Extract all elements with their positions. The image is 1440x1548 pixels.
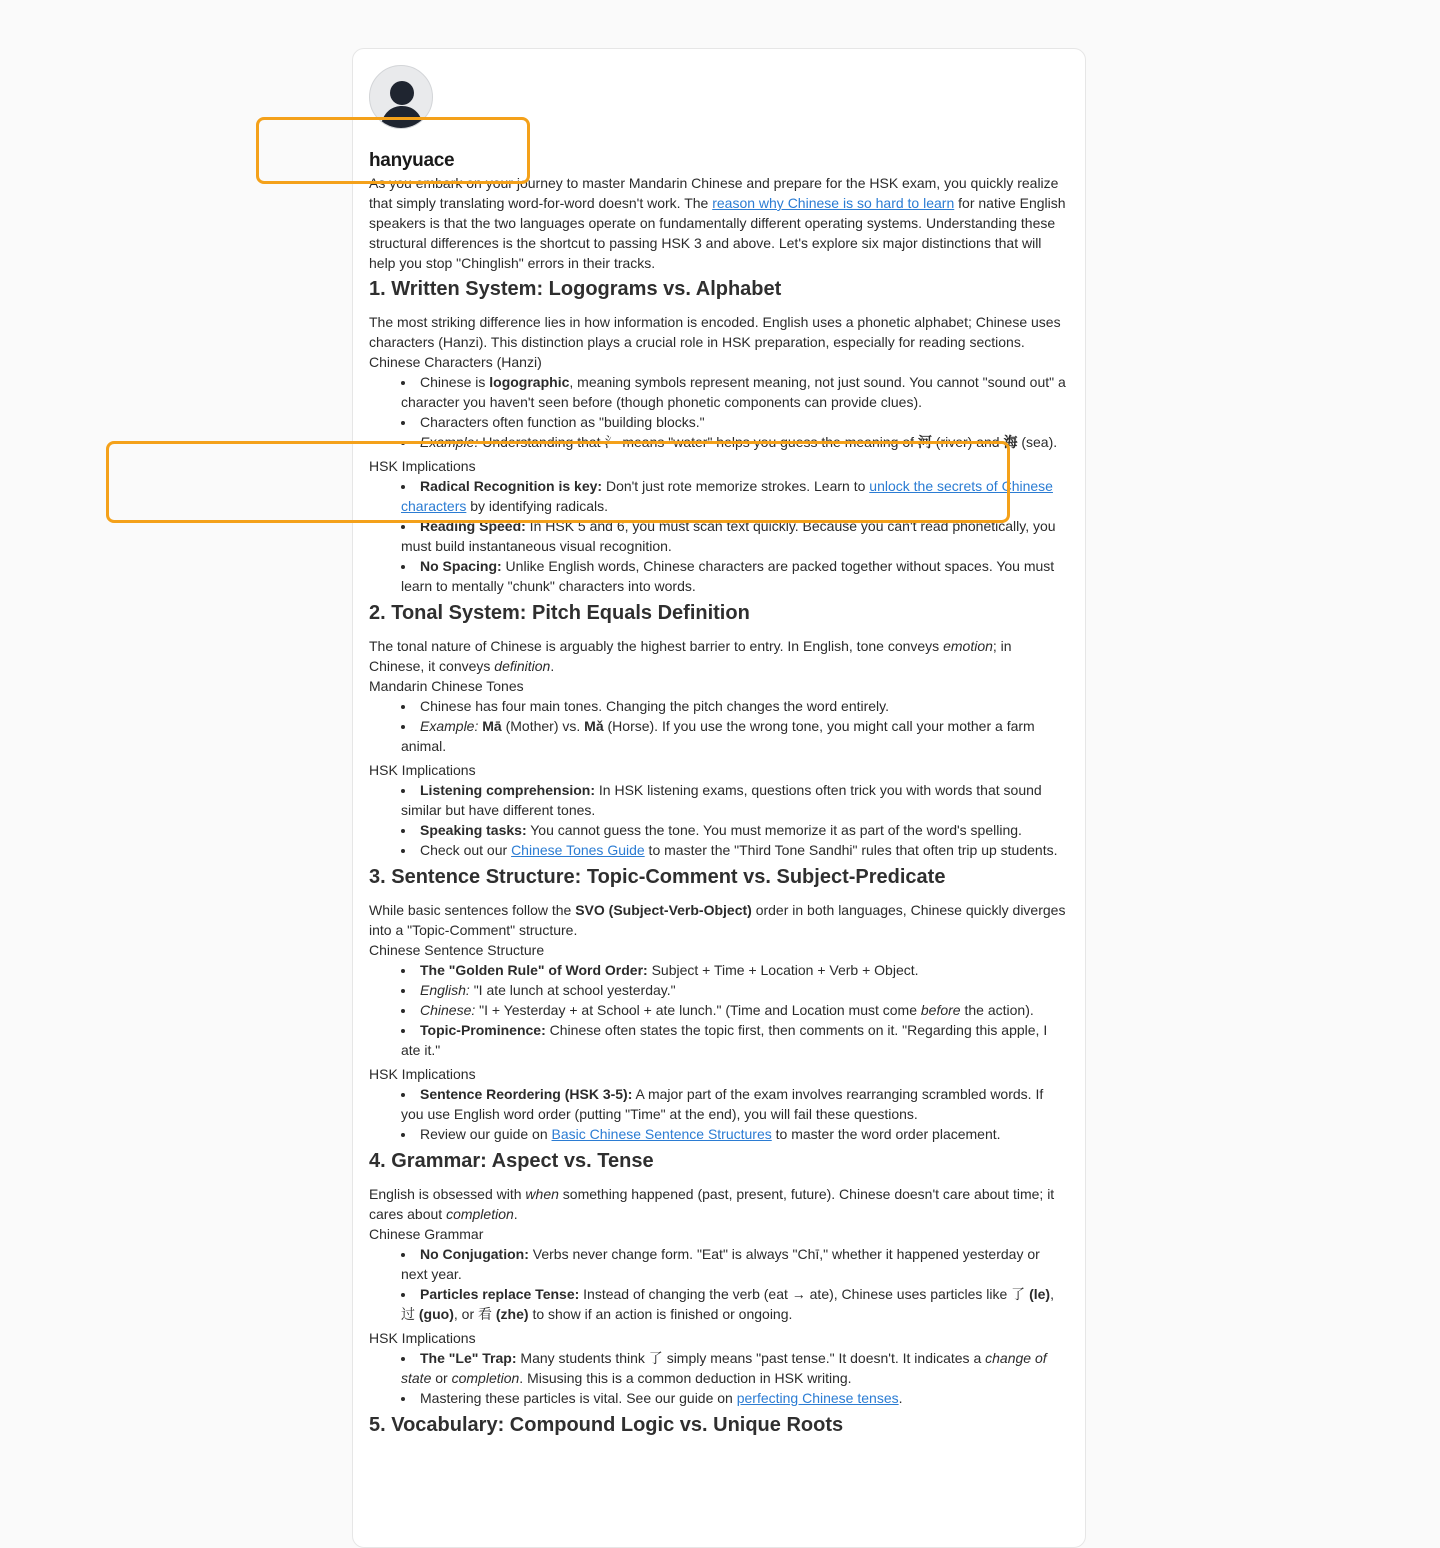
list-item: • Chinese is logographic, meaning symbols represent meaning, not just sound. You cannot "sound out" a character you haven't seen before (though phonetic components can provide clues).: [381, 372, 1069, 412]
section-4-subhead-1: Chinese Grammar: [369, 1226, 484, 1242]
list-item: • Example: Understanding that 氵 means "water" helps you guess the meaning of 河 (river) and 海 (sea).: [381, 432, 1069, 452]
username[interactable]: hanyuace: [369, 150, 455, 171]
section-3-title: 3. Sentence Structure: Topic-Comment vs. Subject-Predicate: [369, 866, 946, 888]
section-3-subhead-2: HSK Implications: [369, 1066, 476, 1082]
list-item: • Chinese: "I + Yesterday + at School + ate lunch." (Time and Location must come before the action).: [381, 1000, 1069, 1020]
link-tones-guide[interactable]: Chinese Tones Guide: [511, 842, 645, 858]
list-item: • Characters often function as "building blocks.": [381, 412, 1069, 432]
avatar[interactable]: [369, 65, 433, 129]
section-1-subhead-1: Chinese Characters (Hanzi): [369, 354, 542, 370]
section-1-subhead-2: HSK Implications: [369, 458, 476, 474]
list-item: • Review our guide on Basic Chinese Sentence Structures to master the word order placement.: [381, 1124, 1069, 1144]
list-item: • English: "I ate lunch at school yesterday.": [381, 980, 1069, 1000]
list-item: • No Spacing: Unlike English words, Chinese characters are packed together without spaces. You must learn to mentally "chunk" characters into words.: [381, 556, 1069, 596]
link-unlock-secrets[interactable]: unlock the secrets of Chinese characters: [401, 478, 1053, 514]
section-1-list-1: [369, 372, 1069, 452]
section-4-list-1: [369, 1244, 1069, 1324]
post-card: [352, 48, 1086, 1548]
section-4-paragraph: English is obsessed with when something happened (past, present, future). Chinese doesn't care about time; it cares about completion.: [369, 1186, 1055, 1222]
link-why-chinese-hard[interactable]: reason why Chinese is so hard to learn: [712, 195, 955, 211]
list-item: • The "Golden Rule" of Word Order: Subject + Time + Location + Verb + Object.: [381, 960, 1069, 980]
section-2-subhead-2: HSK Implications: [369, 762, 476, 778]
section-2-subhead-1: Mandarin Chinese Tones: [369, 678, 524, 694]
section-1-title: 1. Written System: Logograms vs. Alphabet: [369, 278, 782, 300]
section-2-title: 2. Tonal System: Pitch Equals Definition: [369, 602, 750, 624]
link-chinese-tenses[interactable]: perfecting Chinese tenses: [736, 1390, 899, 1406]
section-3-subhead-1: Chinese Sentence Structure: [369, 942, 545, 958]
list-item: • No Conjugation: Verbs never change form. "Eat" is always "Chī," whether it happened yesterday or next year.: [381, 1244, 1069, 1284]
list-item: • Sentence Reordering (HSK 3-5): A major part of the exam involves rearranging scrambled words. If you use English word order (putting "Time" at the end), you will fail these questions.: [381, 1084, 1069, 1124]
section-4-subhead-2: HSK Implications: [369, 1330, 476, 1346]
list-item: • Radical Recognition is key: Don't just rote memorize strokes. Learn to unlock the secrets of Chinese characters by identifying radicals.: [381, 476, 1069, 516]
section-3-paragraph: While basic sentences follow the SVO (Subject-Verb-Object) order in both languages, Chinese quickly diverges into a "Topic-Comment" structure.: [369, 902, 1066, 938]
section-5-title: 5. Vocabulary: Compound Logic vs. Unique Roots: [369, 1414, 844, 1436]
list-item: • Reading Speed: In HSK 5 and 6, you must scan text quickly. Because you can't read phonetically, you must build instantaneous visual recognition.: [381, 516, 1069, 556]
section-1-list-2: [369, 476, 1069, 596]
list-item: • Example: Mā (Mother) vs. Mǎ (Horse). If you use the wrong tone, you might call your mother a farm animal.: [381, 716, 1069, 756]
section-3-list-1: [369, 960, 1069, 1060]
intro-paragraph: As you embark on your journey to master Mandarin Chinese and prepare for the HSK exam, you quickly realize that simply translating word-for-word doesn't work. The reason why Chinese is so hard to learn for native English speakers is that the two languages operate on fundamentally different operating systems. Understanding these structural differences is the shortcut to passing HSK 3 and above. Let's explore six major distinctions that will help you stop "Chinglish" errors in their tracks.: [369, 175, 1066, 271]
list-item: • Topic-Prominence: Chinese often states the topic first, then comments on it. "Regarding this apple, I ate it.": [381, 1020, 1069, 1060]
section-3-list-2: [369, 1084, 1069, 1144]
list-item: • Chinese has four main tones. Changing the pitch changes the word entirely.: [381, 696, 1069, 716]
section-2-list-1: [369, 696, 1069, 756]
article-body: [369, 173, 1069, 1438]
list-item: • Speaking tasks: You cannot guess the tone. You must memorize it as part of the word's spelling.: [381, 820, 1069, 840]
list-item: • Particles replace Tense: Instead of changing the verb (eat → ate), Chinese uses particles like 了 (le), 过 (guo), or 看 (zhe) to show if an action is finished or ongoing.: [381, 1284, 1069, 1324]
section-4-list-2: [369, 1348, 1069, 1408]
section-4-title: 4. Grammar: Aspect vs. Tense: [369, 1150, 654, 1172]
list-item: • Mastering these particles is vital. See our guide on perfecting Chinese tenses.: [381, 1388, 1069, 1408]
section-2-list-2: [369, 780, 1069, 860]
list-item: • The "Le" Trap: Many students think 了 simply means "past tense." It doesn't. It indicates a change of state or completion. Misusing this is a common deduction in HSK writing.: [381, 1348, 1069, 1388]
section-1-paragraph: The most striking difference lies in how information is encoded. English uses a phonetic alphabet; Chinese uses characters (Hanzi). This distinction plays a crucial role in HSK preparation, especially for reading sections.: [369, 314, 1061, 350]
list-item: • Check out our Chinese Tones Guide to master the "Third Tone Sandhi" rules that often trip up students.: [381, 840, 1069, 860]
section-2-paragraph: The tonal nature of Chinese is arguably the highest barrier to entry. In English, tone conveys emotion; in Chinese, it conveys definition.: [369, 638, 1012, 674]
list-item: • Listening comprehension: In HSK listening exams, questions often trick you with words that sound similar but have different tones.: [381, 780, 1069, 820]
user-silhouette-icon: [370, 66, 433, 129]
link-sentence-structures[interactable]: Basic Chinese Sentence Structures: [551, 1126, 772, 1142]
